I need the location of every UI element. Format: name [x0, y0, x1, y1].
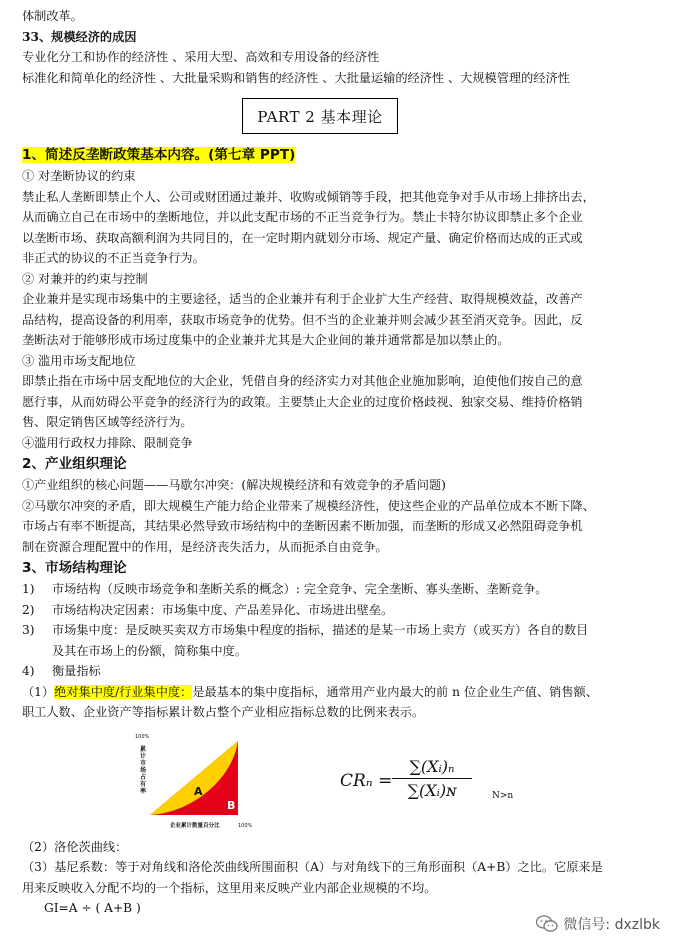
list-item: [22, 579, 658, 600]
text-line: 禁止私人垄断即禁止个人、公司或财团通过兼并、收购或倾销等手段，把其他竞争对手从市场上排挤出去，: [22, 189, 595, 204]
highlighted-term: 绝对集中度/行业集中度：: [54, 684, 193, 699]
part-title-wrapper: [22, 98, 658, 134]
formula-fraction: [392, 757, 472, 800]
region-a-label: A: [194, 784, 203, 798]
formula-lhs: CRₙ =: [340, 770, 393, 791]
measure-number: （1）: [22, 684, 55, 699]
y-top-label: 100%: [135, 733, 150, 740]
list-number: 1): [22, 582, 35, 596]
text-line: （2）洛伦茨曲线：: [22, 839, 128, 854]
text-line: （3）基尼系数：等于对角线和洛伦茨曲线所围面积（A）与对角线下的三角形面积（A+B）之比。它原来是: [22, 860, 603, 874]
section-heading-2: 2、产业组织理论: [22, 456, 127, 472]
text-line: 专业化分工和协作的经济性 、采用大型、高效和专用设备的经济性: [22, 50, 380, 64]
formula-numerator: ∑(Xᵢ)ₙ: [409, 756, 455, 776]
text-line: 以垄断市场、获取高额利润为共同目的，在一定时期内就划分市场、规定产量、确定价格而达成的正式或: [22, 230, 583, 245]
list-item: [22, 661, 658, 682]
section-heading-1: [22, 144, 658, 166]
x-axis-label: 企业累计数量百分比: [170, 822, 220, 829]
text-line: 愿行事，从而妨碍公平竞争的经济行为的政策。主要禁止大企业的过度价格歧视、独家交易、维持价格销: [22, 394, 583, 409]
part-title-box: PART 2 基本理论: [242, 98, 397, 134]
list-text: 衡量指标: [52, 664, 101, 678]
list-item: [22, 600, 658, 621]
measure-description: 是最基本的集中度指标，通常用产业内最大的前 n 位企业生产值、销售额、: [192, 684, 598, 699]
text-line: 用来反映收入分配不均的一个指标，这里用来反映产业内部企业规模的不均。: [22, 880, 437, 895]
x-right-label: 100%: [238, 822, 252, 829]
list-text: 市场结构（反映市场竞争和垄断关系的概念）: 完全竞争、完全垄断、寡头垄断、垄断竞争。: [52, 582, 548, 596]
text-line: 体制改革。: [22, 9, 83, 23]
watermark: [536, 914, 660, 934]
region-b-label: B: [227, 798, 236, 812]
formula-denominator: ∑(Xᵢ)ɴ: [407, 780, 457, 800]
y-axis-label-group: [140, 745, 146, 795]
text-line: 企业兼并是实现市场集中的主要途径，适当的企业兼并有利于企业扩大生产经营、取得规模效益，改善产: [22, 292, 583, 306]
text-line: 品结构，提高设备的利用率，获取市场竞争的优势。但不当的企业兼并则会减少甚至消灭竞争。因此，反: [22, 312, 583, 327]
text-line: 非正式的协议的不正当竞争行为。: [22, 251, 205, 265]
text-line: 职工人数、企业资产等指标累计数占整个产业相应指标总数的比例来表示。: [22, 705, 425, 719]
list-item: ④滥用行政权力排除、限制竞争: [22, 435, 193, 450]
highlighted-heading: 1、简述反垄断政策基本内容。(第七章 PPT): [22, 147, 296, 163]
formula-note: N>n: [492, 790, 514, 801]
y-axis-label: 累计市场占有率: [140, 745, 147, 795]
text-line: 及其在市场上的份额，简称集中度。: [52, 643, 247, 658]
text-line: 即禁止指在市场中居支配地位的大企业，凭借自身的经济实力对其他企业施加影响，迫使他们按自己的意: [22, 374, 583, 388]
figure-row: [22, 729, 658, 837]
list-number: 2): [22, 602, 35, 617]
text-line: 垄断法对于能够形成市场过度集中的企业兼并尤其是大企业间的兼并通常都是加以禁止的。: [22, 333, 510, 347]
text-line: 标准化和简单化的经济性 、大批量采购和销售的经济性 、大批量运输的经济性 、大规模管理的经济性: [22, 70, 570, 85]
list-text: 市场结构决定因素：市场集中度、产品差异化、市场进出壁垒。: [52, 602, 394, 617]
fraction-bar: [392, 778, 472, 779]
list-item: ② 对兼并的约束与控制: [22, 271, 148, 286]
list-number: 4): [22, 664, 35, 678]
text-line: 制在资源合理配置中的作用，是经济丧失活力，从而扼杀自由竞争。: [22, 539, 388, 554]
section-heading-33: 33、规模经济的成因: [22, 29, 137, 44]
text-line: 从而确立自己在市场中的垄断地位，并以此支配市场的不正当竞争行为。禁止卡特尔协议即禁止多个企业: [22, 210, 583, 224]
text-line: 市场占有率不断提高，其结果必然导致市场结构中的垄断因素不断加强，而垄断的形成又必然阻碍竞争机: [22, 519, 583, 533]
list-text: 市场集中度：是反映买卖双方市场集中程度的指标，描述的是某一市场上卖方（或买方）各自的数目: [52, 623, 589, 637]
wechat-icon: [536, 915, 558, 933]
text-line: [22, 682, 658, 703]
text-line: ①产业组织的核心问题——马歇尔冲突：(解决规模经济和有效竞争的矛盾问题): [22, 478, 446, 492]
text-line: ②马歇尔冲突的矛盾，即大规模生产能力给企业带来了规模经济性，使这些企业的产品单位成本不断下降、: [22, 498, 595, 513]
document-page: [22, 6, 658, 919]
list-number: 3): [22, 623, 35, 637]
list-item: ① 对垄断协议的约束: [22, 169, 136, 183]
section-heading-3: 3、市场结构理论: [22, 560, 127, 576]
text-line: 售、限定销售区域等经济行为。: [22, 415, 193, 429]
lorenz-curve-figure: [134, 729, 252, 829]
list-item: ③ 滥用市场支配地位: [22, 353, 136, 368]
watermark-text: 微信号: dxzlbk: [563, 917, 660, 933]
gini-formula: GI=A ÷ ( A+B ): [44, 901, 141, 915]
list-item: [22, 620, 658, 641]
